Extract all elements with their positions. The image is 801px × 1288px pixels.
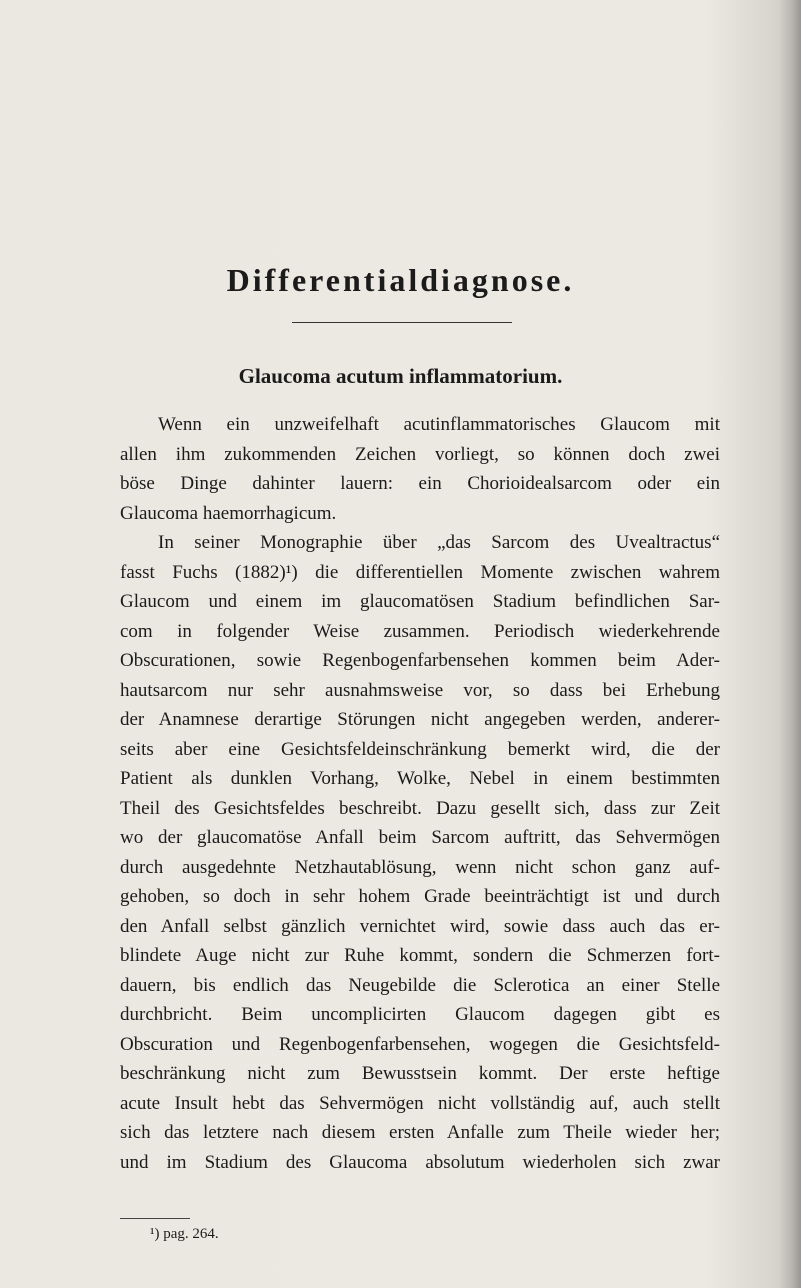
footnote: ¹) pag. 264. xyxy=(150,1226,219,1242)
subsection-heading: Glaucoma acutum inflammatorium. xyxy=(238,364,563,388)
text-line: fasst Fuchs (1882)¹) die differentiellen Momente zwischen wahrem xyxy=(120,561,720,583)
text-line: durchbricht. Beim uncomplicirten Glaucom dagegen gibt es xyxy=(120,1004,720,1025)
text-line: seits aber eine Gesichtsfeldeinschränkung bemerkt wird, die der xyxy=(120,738,720,760)
text-line: dauern, bis endlich das Neugebilde die Sclerotica an einer Stelle xyxy=(120,974,720,996)
text-line: Obscurationen, sowie Regenbogenfarbensehen kommen beim Ader- xyxy=(120,650,720,671)
text-line: acute Insult hebt das Sehvermögen nicht vollständig auf, auch stellt xyxy=(120,1092,720,1114)
text-line: durch ausgedehnte Netzhautablösung, wenn nicht schon ganz auf- xyxy=(120,856,720,878)
heading-underline xyxy=(292,322,512,323)
text-line: böse Dinge dahinter lauern: ein Chorioidealsarcom oder ein xyxy=(120,473,720,494)
text-line: Theil des Gesichtsfeldes beschreibt. Dazu gesellt sich, dass zur Zeit xyxy=(120,797,720,819)
footnote-rule xyxy=(120,1218,190,1219)
text-line: Wenn ein unzweifelhaft acutinflammatorisches Glaucom mit xyxy=(158,414,720,435)
text-line: sich das letztere nach diesem ersten Anfalle zum Theile wieder her; xyxy=(120,1122,720,1143)
text-line: Glaucoma haemorrhagicum. xyxy=(120,502,337,524)
text-line: wo der glaucomatöse Anfall beim Sarcom auftritt, das Sehvermögen xyxy=(120,827,720,848)
text-line: und im Stadium des Glaucoma absolutum wiederholen sich zwar xyxy=(120,1151,720,1173)
section-heading: Differentialdiagnose. xyxy=(226,262,575,298)
text-line: hautsarcom nur sehr ausnahmsweise vor, so dass bei Erhebung xyxy=(120,679,720,701)
text-line: den Anfall selbst gänzlich vernichtet wird, sowie dass auch das er- xyxy=(120,915,720,937)
page-edge-shadow xyxy=(779,0,801,1288)
text-line: der Anamnese derartige Störungen nicht angegeben werden, anderer- xyxy=(120,709,720,730)
text-line: blindete Auge nicht zur Ruhe kommt, sondern die Schmerzen fort- xyxy=(120,945,720,966)
body-text xyxy=(120,410,720,1177)
text-line: Patient als dunklen Vorhang, Wolke, Nebel in einem bestimmten xyxy=(120,768,720,789)
text-line: Obscuration und Regenbogenfarbensehen, wogegen die Gesichtsfeld- xyxy=(120,1033,720,1055)
text-line: Glaucom und einem im glaucomatösen Stadium befindlichen Sar- xyxy=(120,591,720,612)
text-line: com in folgender Weise zusammen. Periodisch wiederkehrende xyxy=(120,620,720,642)
text-line: beschränkung nicht zum Bewusstsein kommt. Der erste heftige xyxy=(120,1063,720,1084)
text-line: gehoben, so doch in sehr hohem Grade beeinträchtigt ist und durch xyxy=(120,886,720,907)
text-line: In seiner Monographie über „das Sarcom des Uvealtractus“ xyxy=(158,532,720,553)
text-line: allen ihm zukommenden Zeichen vorliegt, so können doch zwei xyxy=(120,443,720,465)
